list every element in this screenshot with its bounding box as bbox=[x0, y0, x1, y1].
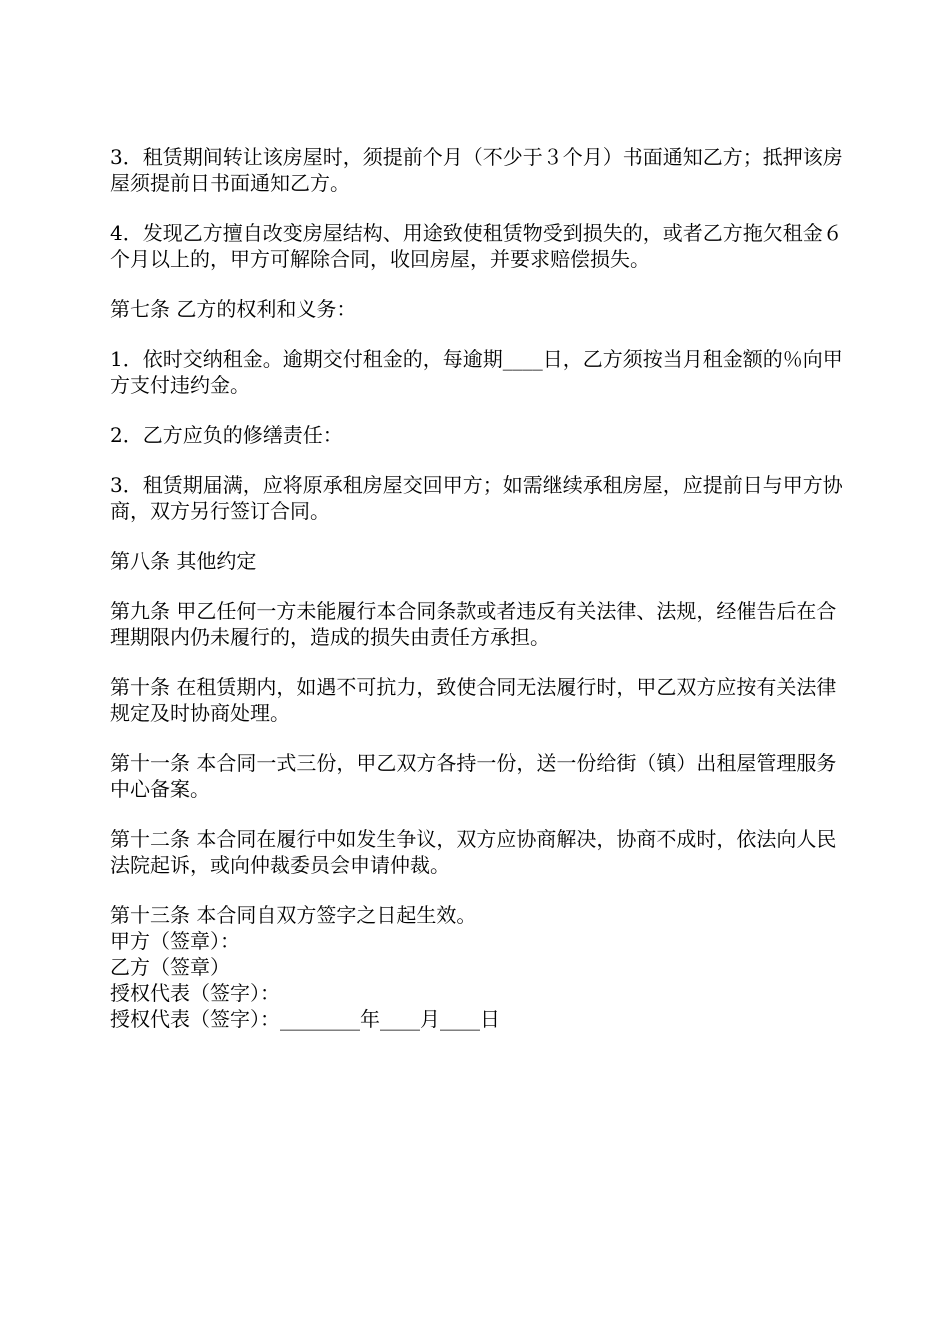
article-paragraph: 第九条 甲乙任何一方未能履行本合同条款或者违反有关法律、法规，经催告后在合理期限内仍未履行的，造成的损失由责任方承担。 bbox=[110, 599, 837, 649]
authorized-rep-date-line: 授权代表（签字）：________年____月____日 bbox=[110, 1007, 500, 1031]
clause-paragraph: 4．发现乙方擅自改变房屋结构、用途致使租赁物受到损失的，或者乙方拖欠租金６个月以上的，甲方可解除合同，收回房屋，并要求赔偿损失。 bbox=[110, 221, 843, 271]
clause-paragraph: 2．乙方应负的修缮责任： bbox=[110, 423, 343, 447]
clause-paragraph: 3．租赁期间转让该房屋时，须提前个月（不少于３个月）书面通知乙方；抵押该房屋须提前日书面通知乙方。 bbox=[110, 145, 843, 195]
document-body bbox=[110, 144, 845, 1032]
article-heading: 第七条 乙方的权利和义务： bbox=[110, 297, 357, 321]
signature-block bbox=[110, 902, 845, 1032]
party-a-signature-line: 甲方（签章）： bbox=[110, 929, 240, 953]
effective-clause: 第十三条 本合同自双方签字之日起生效。 bbox=[110, 903, 477, 927]
authorized-rep-line: 授权代表（签字）： bbox=[110, 981, 280, 1005]
clause-paragraph: 3．租赁期届满，应将原承租房屋交回甲方；如需继续承租房屋，应提前日与甲方协商，双方另行签订合同。 bbox=[110, 473, 843, 523]
article-paragraph: 第十条 在租赁期内，如遇不可抗力，致使合同无法履行时，甲乙双方应按有关法律规定及时协商处理。 bbox=[110, 675, 837, 725]
article-heading: 第八条 其他约定 bbox=[110, 549, 257, 573]
clause-paragraph: 1．依时交纳租金。逾期交付租金的，每逾期____日，乙方须按当月租金额的％向甲方支付违约金。 bbox=[110, 347, 843, 397]
party-b-signature-line: 乙方（签章） bbox=[110, 955, 230, 979]
article-paragraph: 第十二条 本合同在履行中如发生争议，双方应协商解决，协商不成时，依法向人民法院起诉，或向仲裁委员会申请仲裁。 bbox=[110, 827, 837, 877]
article-paragraph: 第十一条 本合同一式三份，甲乙双方各持一份，送一份给街（镇）出租屋管理服务中心备案。 bbox=[110, 751, 837, 801]
